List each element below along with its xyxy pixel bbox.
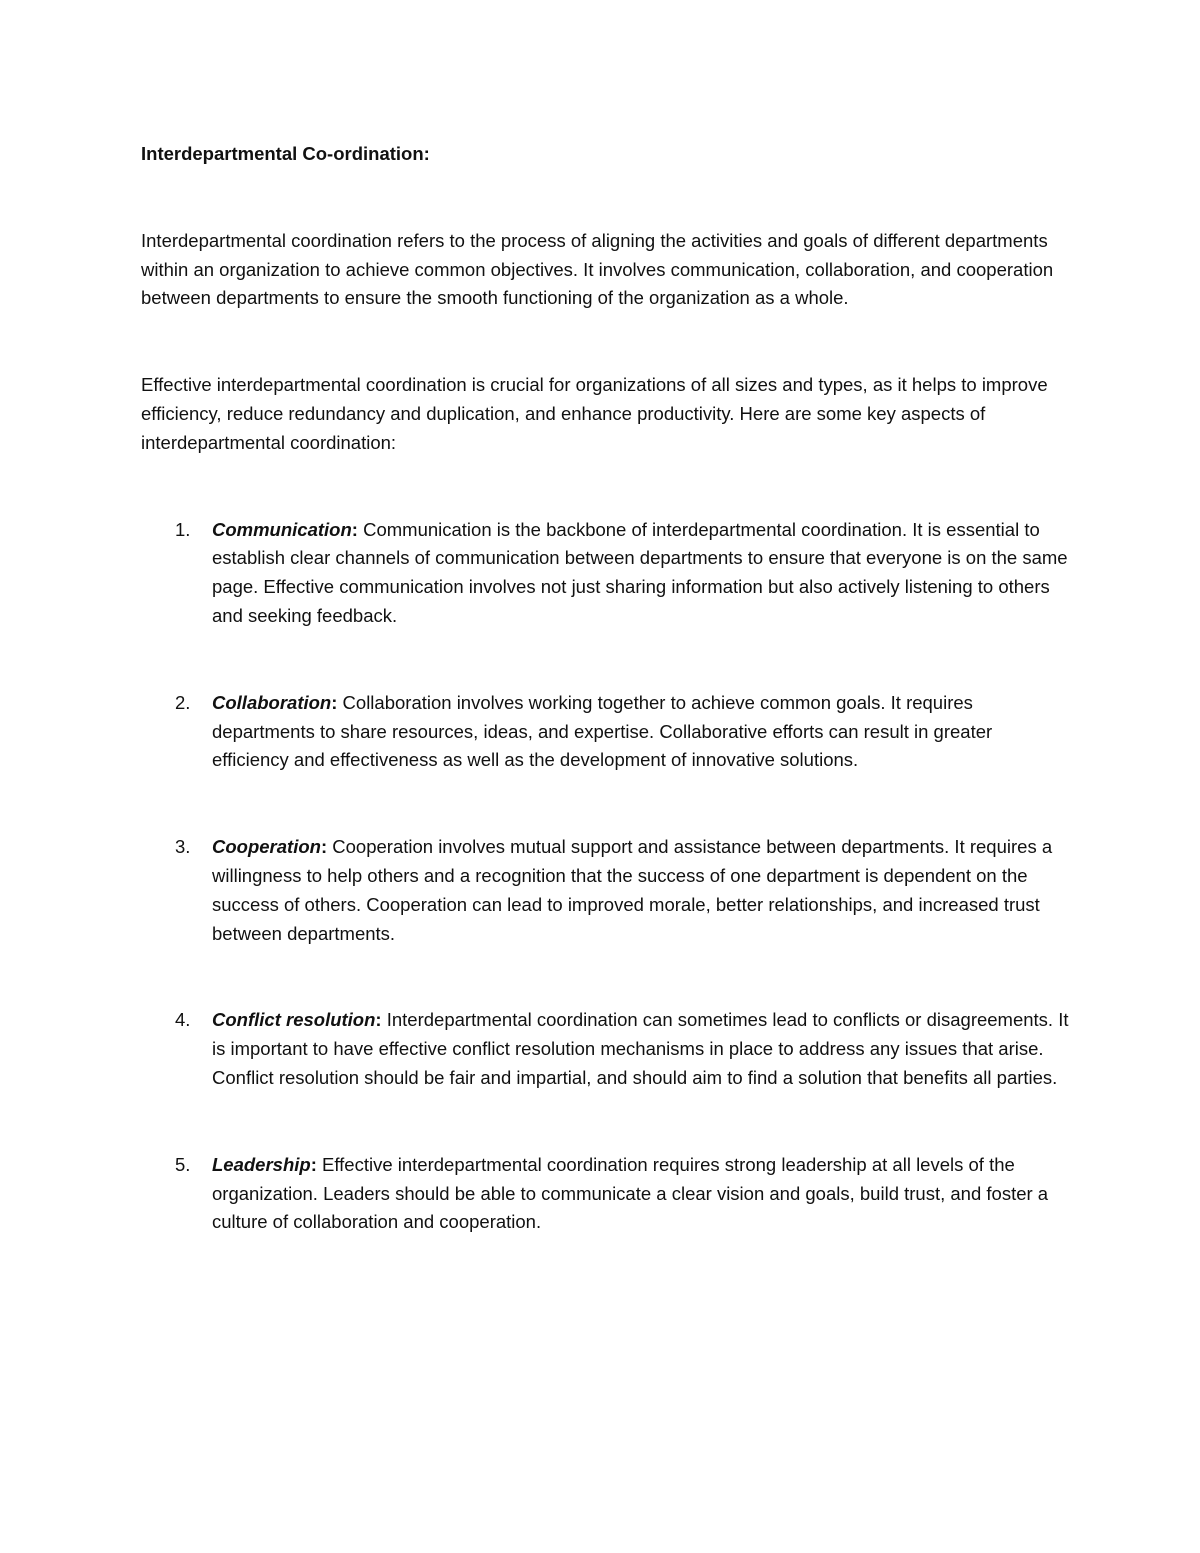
list-item-number: 2. [175, 691, 191, 713]
document-body [141, 140, 1071, 1295]
list-item-term: Communication [212, 518, 352, 540]
list-item-number: 3. [175, 836, 191, 858]
document-title: Interdepartmental Co-ordination: [141, 143, 430, 164]
list-item-term: Leadership [212, 1153, 311, 1175]
term-colon: : [351, 518, 358, 540]
list-item-term: Cooperation [212, 836, 321, 858]
list-item-number: 4. [175, 1009, 191, 1031]
list-item [141, 689, 1071, 775]
list-item-text: Cooperation involves mutual support and assistance between departments. It requires a willingness to help others and a recognition that the success of one department is dependent on the success of others. Cooperation can lead to improved morale, better relationships, and increased trust between departments. [212, 836, 1053, 944]
list-item [141, 833, 1071, 948]
list-item-number: 1. [175, 518, 191, 540]
list-item-text: Interdepartmental coordination can sometimes lead to conflicts or disagreements. It is important to have effective conflict resolution mechanisms in place to address any issues that arise. Conflict resolution should be fair and impartial, and should aim to find a solution that benefits all parties. [212, 1009, 1069, 1088]
list-item-term: Collaboration [212, 691, 332, 713]
list-item-text: Effective interdepartmental coordination requires strong leadership at all levels of the organization. Leaders should be able to communicate a clear vision and goals, build trust, and foster a culture of collaboration and cooperation. [212, 1153, 1049, 1233]
list-item-text: Communication is the backbone of interdepartmental coordination. It is essential to establish clear channels of communication between departments to ensure that everyone is on the same page. Effective communication involves not just sharing information but also actively listening to others and seeking feedback. [212, 518, 1068, 626]
list-item-term: Conflict resolution [212, 1009, 376, 1031]
term-colon: : [320, 836, 328, 858]
list-item [141, 1151, 1071, 1237]
list-item-number: 5. [175, 1153, 191, 1175]
term-colon: : [375, 1009, 382, 1031]
aspects-list [141, 516, 1071, 1238]
aspects-intro-paragraph: Effective interdepartmental coordination is crucial for organizations of all sizes and types, as it helps to improve efficiency, reduce redundancy and duplication, and enhance productivity. Here are some key aspects of interdepartmental coordination: [141, 374, 1048, 453]
list-item-text: Collaboration involves working together to achieve common goals. It requires departments to share resources, ideas, and expertise. Collaborative efforts can result in greater efficiency and effectiveness as well as the development of innovative solutions. [212, 691, 993, 771]
list-item [141, 1006, 1071, 1092]
list-item [141, 516, 1071, 631]
term-colon: : [310, 1153, 317, 1175]
term-colon: : [331, 691, 338, 713]
intro-paragraph: Interdepartmental coordination refers to the process of aligning the activities and goals of different departments within an organization to achieve common objectives. It involves communication, collaboration, and cooperation between departments to ensure the smooth functioning of the organization as a whole. [141, 229, 1054, 309]
